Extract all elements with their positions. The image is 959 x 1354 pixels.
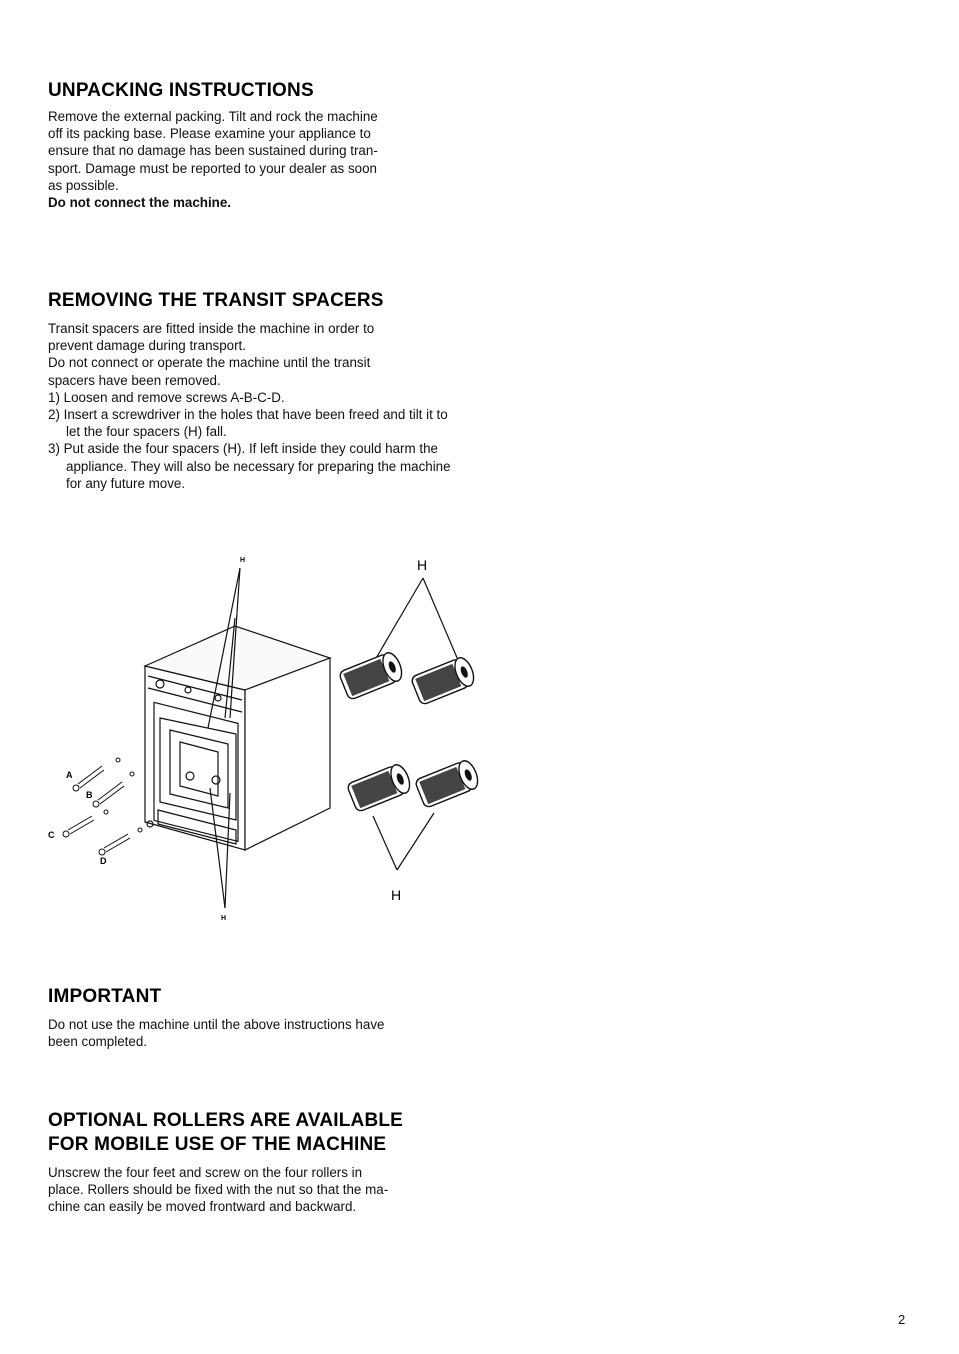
screw-label-a: A — [66, 770, 73, 780]
unpacking-title: UNPACKING INSTRUCTIONS — [48, 80, 314, 101]
machine-side — [245, 658, 330, 850]
spacer — [414, 758, 481, 808]
unpacking-warning: Do not connect the machine. — [48, 195, 232, 211]
transit-section — [48, 290, 458, 492]
important-title: IMPORTANT — [48, 986, 162, 1007]
spacer — [338, 650, 405, 700]
screw-a — [73, 758, 120, 791]
important-line: Do not use the machine until the above instructions have — [48, 1017, 385, 1032]
transit-intro-line: spacers have been removed. — [48, 372, 221, 388]
screw-b — [93, 772, 134, 807]
unpacking-line: Remove the external packing. Tilt and rock the machine — [48, 109, 378, 124]
unpacking-section — [48, 80, 458, 211]
rollers-line: chine can easily be moved frontward and backward. — [48, 1199, 357, 1215]
screw-c — [63, 810, 108, 837]
spacer — [346, 762, 413, 812]
spacer-label-h-top: H — [417, 557, 428, 573]
transit-steps — [48, 389, 458, 492]
screw-d — [99, 828, 142, 855]
important-line: been completed. — [48, 1034, 148, 1050]
screw-label-c: C — [48, 830, 55, 840]
transit-spacers-diagram — [40, 548, 490, 928]
transit-intro-line: prevent damage during transport. — [48, 338, 247, 354]
unpacking-line: off its packing base. Please examine your appliance to — [48, 126, 371, 142]
page-number: 2 — [898, 1312, 906, 1327]
spacer-label-h-machine-bottom: H — [221, 915, 227, 922]
spacer-label-h-bottom: H — [391, 887, 402, 903]
transit-step: 2) Insert a screwdriver in the holes that have been freed and tilt it to let the four spacers (H) fall. — [48, 407, 448, 440]
transit-step: 3) Put aside the four spacers (H). If left inside they could harm the appliance. They will also be necessary for preparing the machine for any future move. — [48, 441, 451, 491]
rollers-line: place. Rollers should be fixed with the nut so that the ma- — [48, 1182, 389, 1198]
transit-intro-line: Do not connect or operate the machine until the transit — [48, 355, 371, 371]
transit-title: REMOVING THE TRANSIT SPACERS — [48, 290, 384, 311]
spacer-label-h-machine-top: H — [240, 557, 246, 564]
rollers-line: Unscrew the four feet and screw on the four rollers in — [48, 1165, 363, 1180]
rollers-title-line: OPTIONAL ROLLERS ARE AVAILABLE — [48, 1110, 404, 1131]
important-section — [48, 986, 458, 1050]
unpacking-line: sport. Damage must be reported to your dealer as soon — [48, 160, 377, 176]
spacer — [410, 655, 477, 705]
rollers-title-line: FOR MOBILE USE OF THE MACHINE — [48, 1134, 387, 1155]
unpacking-line: ensure that no damage has been sustained during tran- — [48, 143, 378, 159]
unpacking-line: as possible. — [48, 177, 119, 193]
screw-label-d: D — [100, 856, 107, 866]
transit-step: 1) Loosen and remove screws A-B-C-D. — [48, 389, 285, 405]
transit-intro-line: Transit spacers are fitted inside the machine in order to — [48, 321, 375, 336]
screw-label-b: B — [86, 790, 93, 800]
rollers-section — [48, 1110, 458, 1216]
